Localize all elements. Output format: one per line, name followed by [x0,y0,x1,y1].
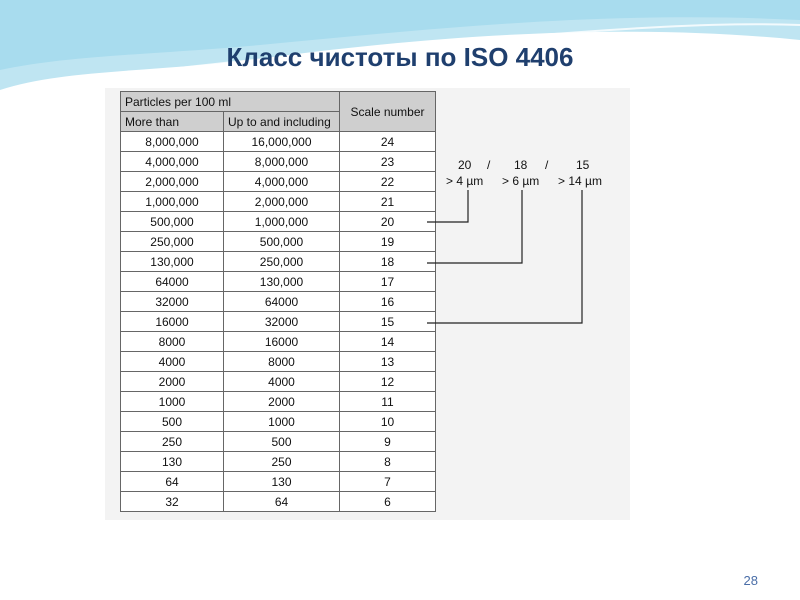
cell-more-than: 64000 [121,272,224,292]
page-title: Класс чистоты по ISO 4406 [226,42,574,72]
cell-more-than: 8,000,000 [121,132,224,152]
size-label: > 14 µm [558,174,602,188]
table-row [121,192,436,212]
cell-scale-number: 23 [340,152,436,172]
cell-up-to: 250 [224,452,340,472]
cell-scale-number: 7 [340,472,436,492]
table-row [121,172,436,192]
cell-up-to: 8,000,000 [224,152,340,172]
table-row [121,412,436,432]
table-row [121,432,436,452]
table-row [121,232,436,252]
cell-more-than: 500,000 [121,212,224,232]
cell-scale-number: 22 [340,172,436,192]
cell-more-than: 250,000 [121,232,224,252]
cell-more-than: 2000 [121,372,224,392]
cell-scale-number: 6 [340,492,436,512]
cell-more-than: 500 [121,412,224,432]
page-number: 28 [743,573,758,588]
cell-more-than: 130 [121,452,224,472]
cell-more-than: 32000 [121,292,224,312]
cell-up-to: 16,000,000 [224,132,340,152]
cell-up-to: 130 [224,472,340,492]
code-value: 15 [576,158,590,172]
table-row [121,352,436,372]
table-row [121,152,436,172]
header-particles: Particles per 100 ml [121,92,340,112]
cell-more-than: 64 [121,472,224,492]
cell-scale-number: 19 [340,232,436,252]
cleanliness-code-legend [446,158,628,190]
cell-scale-number: 20 [340,212,436,232]
cell-scale-number: 17 [340,272,436,292]
table-row [121,292,436,312]
table-row [121,272,436,292]
table-row [121,472,436,492]
iso-4406-table [120,91,436,512]
cell-scale-number: 24 [340,132,436,152]
cell-more-than: 32 [121,492,224,512]
cell-more-than: 1000 [121,392,224,412]
cell-up-to: 64 [224,492,340,512]
cell-more-than: 250 [121,432,224,452]
cell-up-to: 8000 [224,352,340,372]
table-row [121,132,436,152]
code-value: 20 [458,158,472,172]
cell-up-to: 250,000 [224,252,340,272]
cell-up-to: 4000 [224,372,340,392]
code-separator: / [545,158,549,172]
cell-more-than: 2,000,000 [121,172,224,192]
cell-more-than: 4000 [121,352,224,372]
header-scale-number: Scale number [340,92,436,132]
cell-more-than: 16000 [121,312,224,332]
cell-more-than: 1,000,000 [121,192,224,212]
cell-up-to: 16000 [224,332,340,352]
cell-scale-number: 9 [340,432,436,452]
cell-scale-number: 18 [340,252,436,272]
size-label: > 6 µm [502,174,540,188]
cell-up-to: 32000 [224,312,340,332]
table-row [121,452,436,472]
cell-up-to: 2000 [224,392,340,412]
cell-scale-number: 13 [340,352,436,372]
cell-scale-number: 12 [340,372,436,392]
cell-up-to: 500 [224,432,340,452]
cell-up-to: 2,000,000 [224,192,340,212]
cell-up-to: 130,000 [224,272,340,292]
cell-more-than: 8000 [121,332,224,352]
cell-up-to: 500,000 [224,232,340,252]
code-separator: / [487,158,491,172]
header-more-than: More than [121,112,224,132]
cell-scale-number: 10 [340,412,436,432]
cell-up-to: 64000 [224,292,340,312]
header-up-to: Up to and including [224,112,340,132]
table-row [121,312,436,332]
cell-up-to: 4,000,000 [224,172,340,192]
cell-up-to: 1000 [224,412,340,432]
table-header-row [121,92,436,112]
table-row [121,392,436,412]
cell-scale-number: 21 [340,192,436,212]
cell-scale-number: 15 [340,312,436,332]
cell-scale-number: 8 [340,452,436,472]
cell-scale-number: 16 [340,292,436,312]
table-row [121,372,436,392]
size-label: > 4 µm [446,174,484,188]
table-row [121,212,436,232]
table-row [121,492,436,512]
cell-scale-number: 14 [340,332,436,352]
table-body [121,132,436,512]
cell-scale-number: 11 [340,392,436,412]
cell-up-to: 1,000,000 [224,212,340,232]
table-row [121,252,436,272]
cell-more-than: 130,000 [121,252,224,272]
cell-more-than: 4,000,000 [121,152,224,172]
table-row [121,332,436,352]
code-value: 18 [514,158,528,172]
